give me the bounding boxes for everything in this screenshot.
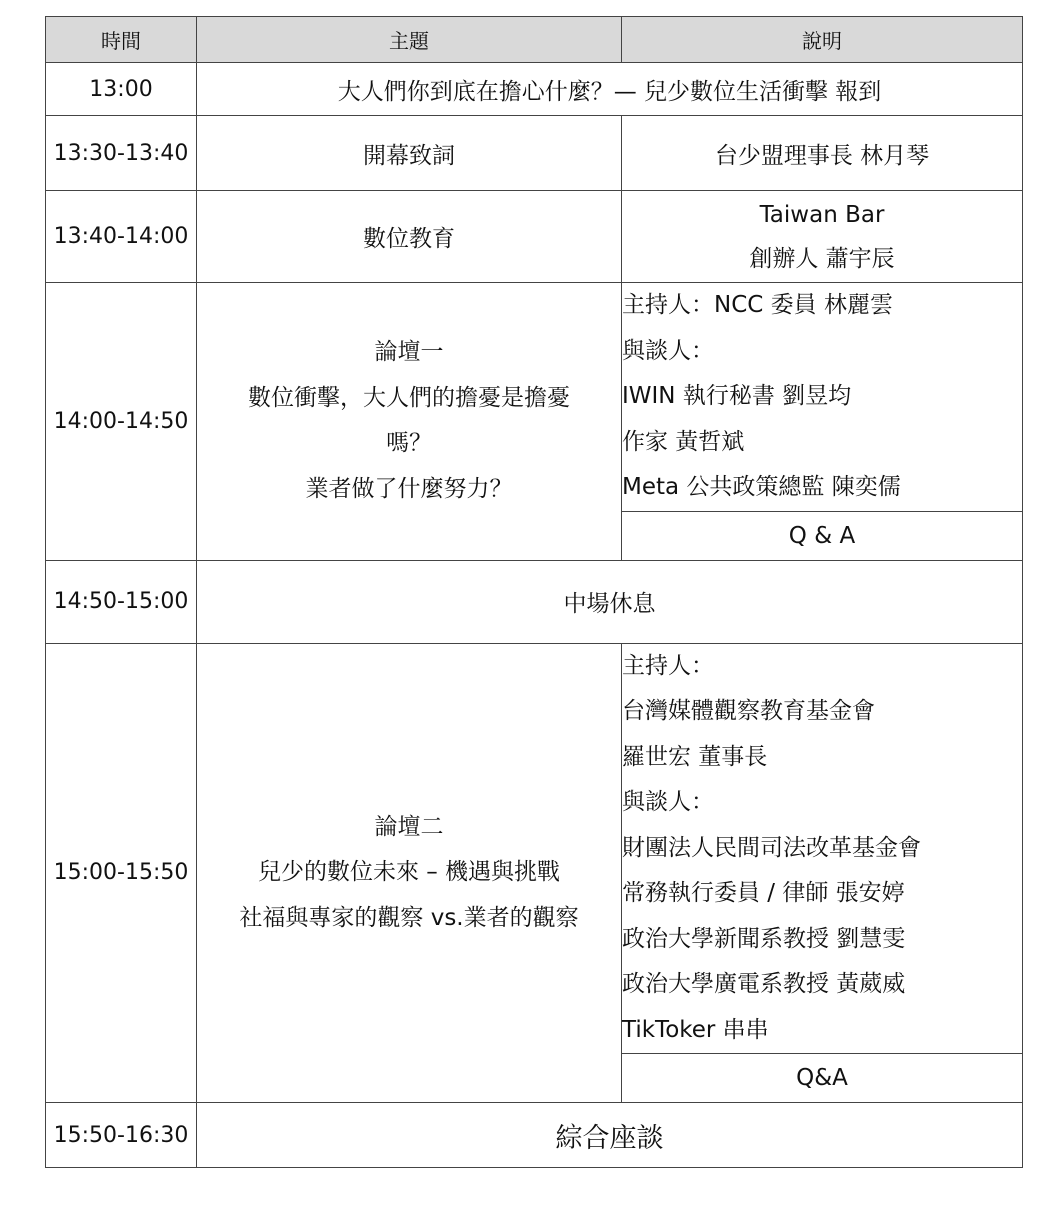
qa-cell: Q & A (622, 511, 1023, 560)
panelist-line: IWIN 執行秘書 劉昱均 (622, 383, 852, 409)
time-cell: 13:00 (46, 63, 197, 116)
panelist-line: 政治大學新聞系教授 劉慧雯 (622, 925, 906, 952)
table-row-break (46, 560, 1023, 643)
forum-subtitle-line: 嗎？ (386, 430, 432, 457)
topic-cell (197, 643, 622, 1103)
forum-title: 論壇一 (374, 339, 444, 366)
topic-cell: 開幕致詞 (197, 116, 622, 191)
speaker-name: 創辦人 蕭宇辰 (749, 245, 895, 272)
panelist-line: 財團法人民間司法改革基金會 (622, 834, 921, 861)
forum-subtitle-line: 業者做了什麼努力？ (305, 475, 513, 502)
time-cell: 15:00-15:50 (46, 643, 197, 1103)
table-row-forum2 (46, 643, 1023, 1054)
description-cell (622, 283, 1023, 512)
speaker-org: Taiwan Bar (759, 201, 885, 228)
table-row-forum1 (46, 283, 1023, 512)
table-row-digital-education (46, 191, 1023, 283)
agenda-table (45, 16, 1023, 1168)
table-row-checkin (46, 63, 1023, 116)
time-cell: 15:50-16:30 (46, 1103, 197, 1168)
panelist-label: 與談人： (622, 789, 714, 815)
topic-cell: 中場休息 (197, 560, 1023, 643)
topic-cell: 數位教育 (197, 191, 622, 283)
moderator-label: 主持人： (622, 652, 714, 679)
topic-cell (197, 283, 622, 561)
panelist-line: 作家 黃哲斌 (622, 428, 745, 455)
table-row-opening (46, 116, 1023, 191)
description-cell (622, 643, 1023, 1054)
time-cell: 13:30-13:40 (46, 116, 197, 191)
time-cell: 14:50-15:00 (46, 560, 197, 643)
table-row-closing (46, 1103, 1023, 1168)
description-cell: 台少盟理事長 林月琴 (622, 116, 1023, 191)
header-topic: 主題 (197, 17, 622, 63)
moderator-name: 羅世宏 董事長 (622, 743, 768, 770)
moderator-line: 主持人：NCC 委員 林麗雲 (622, 292, 893, 318)
qa-cell: Q&A (622, 1054, 1023, 1103)
panelist-line: TikToker 串串 (622, 1016, 769, 1043)
time-cell: 14:00-14:50 (46, 283, 197, 561)
topic-cell: 綜合座談 (197, 1103, 1023, 1168)
panelist-line: 常務執行委員 / 律師 張安婷 (622, 880, 905, 906)
forum-subtitle-line: 數位衝擊，大人們的擔憂是擔憂 (248, 384, 570, 411)
header-row (46, 17, 1023, 63)
forum-subtitle-line: 社福與專家的觀察 vs.業者的觀察 (239, 904, 579, 931)
topic-cell: 大人們你到底在擔心什麼？— 兒少數位生活衝擊 報到 (197, 63, 1023, 116)
panelist-line: 政治大學廣電系教授 黃葳威 (622, 971, 906, 997)
forum-subtitle-line: 兒少的數位未來 – 機遇與挑戰 (257, 859, 561, 885)
time-cell: 13:40-14:00 (46, 191, 197, 283)
forum-title: 論壇二 (374, 813, 444, 840)
panelist-label: 與談人： (622, 337, 714, 364)
description-cell (622, 191, 1023, 283)
header-description: 說明 (622, 17, 1023, 63)
header-time: 時間 (46, 17, 197, 63)
panelist-line: Meta 公共政策總監 陳奕儒 (622, 474, 901, 500)
moderator-org: 台灣媒體觀察教育基金會 (622, 698, 875, 724)
